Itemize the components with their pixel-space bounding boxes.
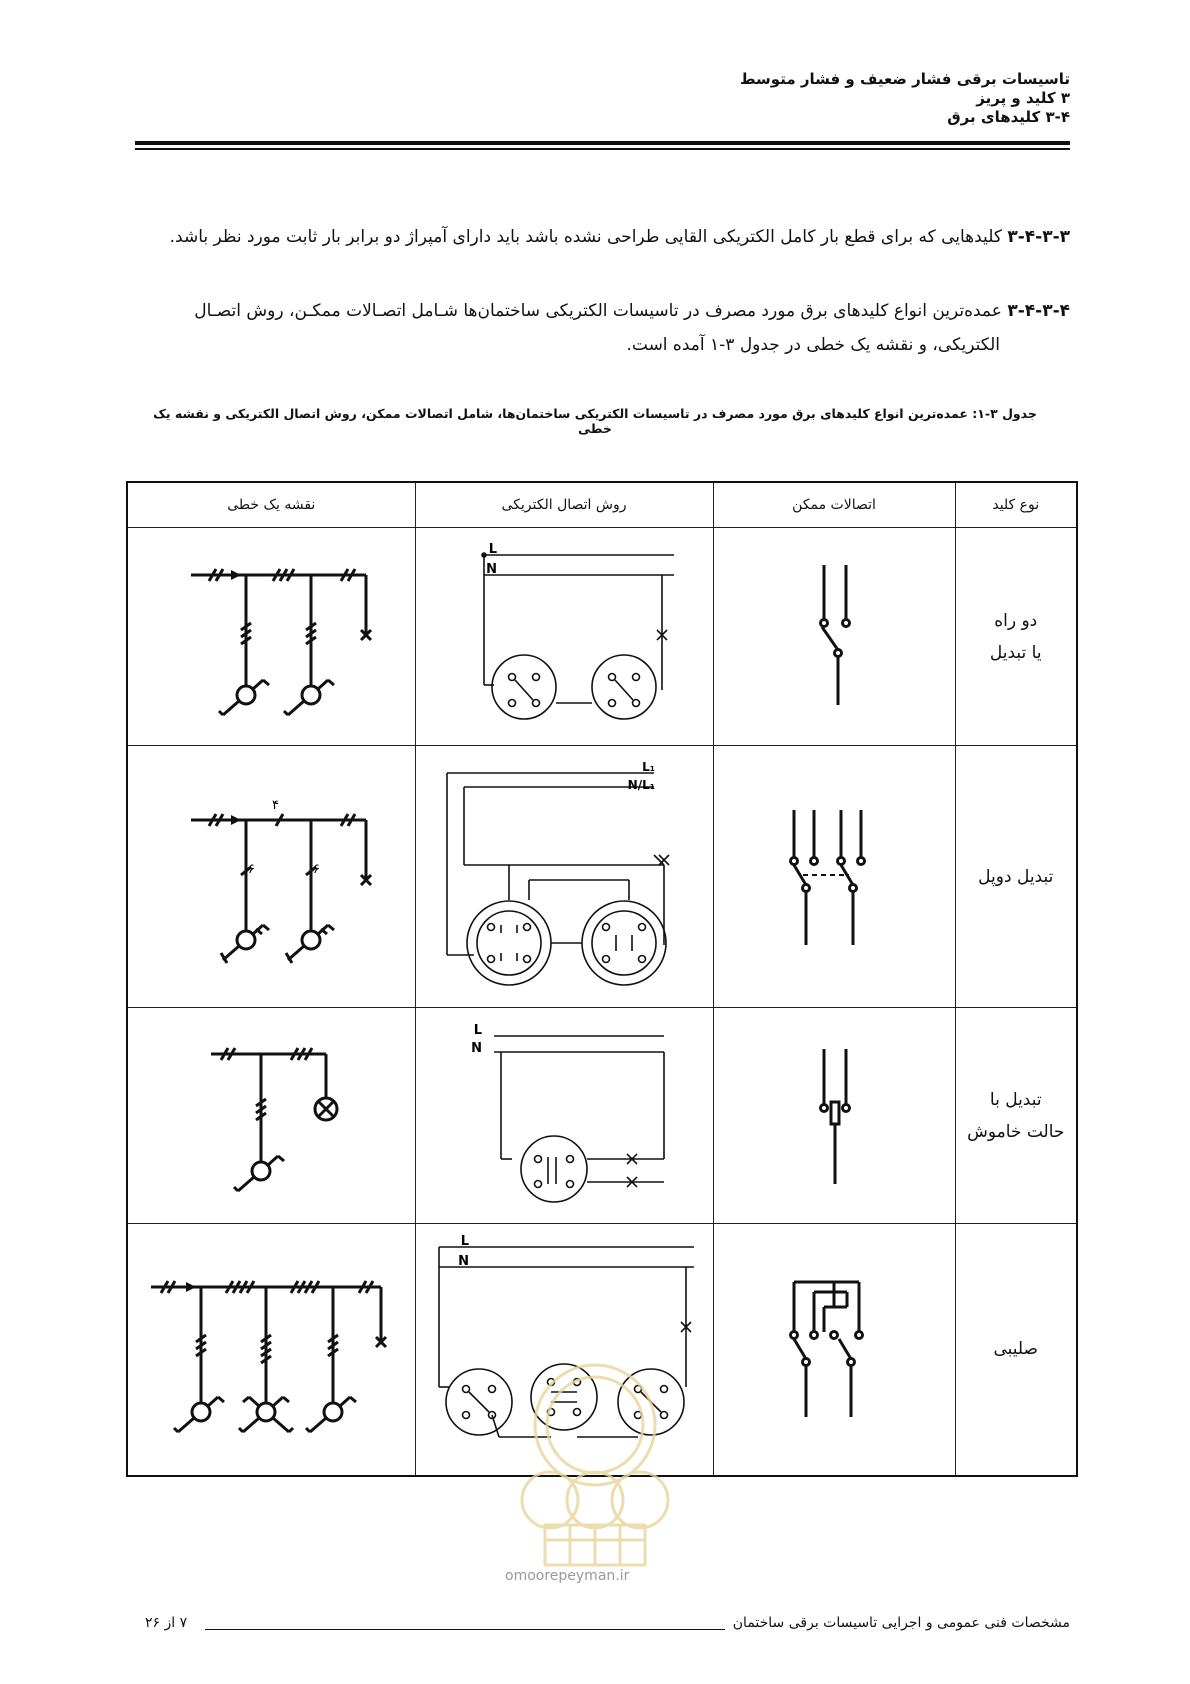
header-switch-type: نوع کلید bbox=[955, 482, 1077, 528]
switch-types-table bbox=[126, 481, 1078, 1477]
header-line-3: ۳-۴ کلیدهای برق bbox=[947, 108, 1070, 126]
table-row bbox=[127, 528, 1077, 746]
wiring-cell bbox=[415, 1008, 713, 1224]
switch-type-label: تبدیل با bbox=[989, 1089, 1042, 1110]
contacts-cell bbox=[713, 746, 955, 1008]
label-L1: L₁ bbox=[642, 759, 655, 774]
switch-type-cell bbox=[955, 1008, 1077, 1224]
header-line-2: ۳ کلید و پریز bbox=[976, 89, 1070, 107]
switch-type-label: صلیبی bbox=[993, 1339, 1038, 1360]
contacts-cell bbox=[713, 1008, 955, 1224]
label-L: L bbox=[473, 1022, 482, 1038]
wiring-cell bbox=[415, 746, 713, 1008]
paragraph-number: ۳-۴-۳-۴ bbox=[1007, 301, 1070, 321]
footer-rule bbox=[205, 1629, 725, 1630]
contacts-cell bbox=[713, 528, 955, 746]
label-L: L bbox=[460, 1234, 469, 1250]
header-single-line-diagram: نقشه یک خطی bbox=[127, 482, 415, 528]
contacts-cell bbox=[713, 1224, 955, 1476]
paragraph-text: عمده‌ترین انواع کلیدهای برق مورد مصرف در تاسیسات الکتریکی ساختمان‌ها شـامل اتصـالات ممکـن، روش اتصـال bbox=[194, 301, 1002, 321]
paragraph-3-4-3-4 bbox=[135, 294, 1070, 362]
single-line-cell bbox=[127, 528, 415, 746]
double-two-way-single-line-diagram bbox=[161, 775, 381, 975]
watermark-logo bbox=[490, 1355, 700, 1575]
watermark-url: omoorepeyman.ir bbox=[505, 1568, 630, 1584]
table-caption: جدول ۳-۱: عمده‌ترین انواع کلیدهای برق مورد مصرف در تاسیسات الکتریکی ساختمان‌ها، شامل اتصالات ممکن، روش اتصال الکتریکی و نقشه یک خطی bbox=[153, 406, 1037, 436]
two-way-single-line-diagram bbox=[161, 545, 381, 725]
header-possible-connections: اتصالات ممکن bbox=[713, 482, 955, 528]
label-N: N bbox=[471, 1040, 482, 1056]
switch-type-label: تبدیل دوپل bbox=[978, 866, 1054, 887]
switch-type-label-2: حالت خاموش bbox=[967, 1121, 1065, 1142]
conductor-count-6: ۶ bbox=[248, 861, 256, 877]
single-line-cell bbox=[127, 1224, 415, 1476]
paragraph-3-4-3-3 bbox=[135, 220, 1070, 254]
single-line-cell bbox=[127, 746, 415, 1008]
switch-type-cell bbox=[955, 1224, 1077, 1476]
switch-type-cell bbox=[955, 746, 1077, 1008]
two-way-contacts-diagram bbox=[804, 555, 864, 715]
table-row bbox=[127, 1008, 1077, 1224]
header-rule-thin bbox=[135, 148, 1070, 150]
label-L: L bbox=[488, 541, 497, 557]
cross-contacts-diagram bbox=[779, 1267, 889, 1427]
paragraph-number: ۳-۴-۳-۳ bbox=[1007, 227, 1070, 247]
page-footer bbox=[145, 1615, 1070, 1635]
two-way-wiring-diagram bbox=[434, 535, 694, 735]
switch-type-label-2: یا تبدیل bbox=[989, 642, 1042, 663]
double-two-way-wiring-diagram bbox=[429, 755, 699, 995]
conductor-count-6b: ۶ bbox=[313, 861, 321, 877]
label-N: N bbox=[458, 1254, 469, 1270]
table-row bbox=[127, 746, 1077, 1008]
header-wiring-method: روش اتصال الکتریکی bbox=[415, 482, 713, 528]
single-line-cell bbox=[127, 1008, 415, 1224]
conductor-count-4: ۴ bbox=[272, 797, 280, 813]
two-way-off-single-line-diagram bbox=[161, 1024, 381, 1204]
wiring-cell bbox=[415, 528, 713, 746]
footer-title: مشخصات فنی عمومی و اجرایی تاسیسات برقی ساختمان bbox=[732, 1615, 1070, 1631]
paragraph-text-cont: الکتریکی، و نقشه یک خطی در جدول ۳-۱ آمده است. bbox=[626, 335, 1000, 355]
page-number: ۷ از ۲۶ bbox=[145, 1615, 188, 1631]
paragraph-text: کلیدهایی که برای قطع بار کامل الکتریکی القایی طراحی نشده باشد باید دارای آمپراژ دو برابر بار ثابت مورد نظر باشد. bbox=[169, 227, 1002, 247]
header-line-1: تاسیسات برقی فشار ضعیف و فشار متوسط bbox=[739, 70, 1070, 88]
label-N-L1: N/L₁ bbox=[627, 777, 655, 792]
page-header bbox=[740, 70, 1070, 127]
label-N: N bbox=[486, 561, 497, 577]
table-header-row bbox=[127, 482, 1077, 528]
cross-single-line-diagram bbox=[141, 1247, 401, 1447]
two-way-off-contacts-diagram bbox=[804, 1034, 864, 1194]
switch-type-cell bbox=[955, 528, 1077, 746]
header-rule-thick bbox=[135, 141, 1070, 145]
double-two-way-contacts-diagram bbox=[779, 795, 889, 955]
switch-type-label: دو راه bbox=[994, 610, 1038, 631]
two-way-off-wiring-diagram bbox=[434, 1014, 694, 1214]
